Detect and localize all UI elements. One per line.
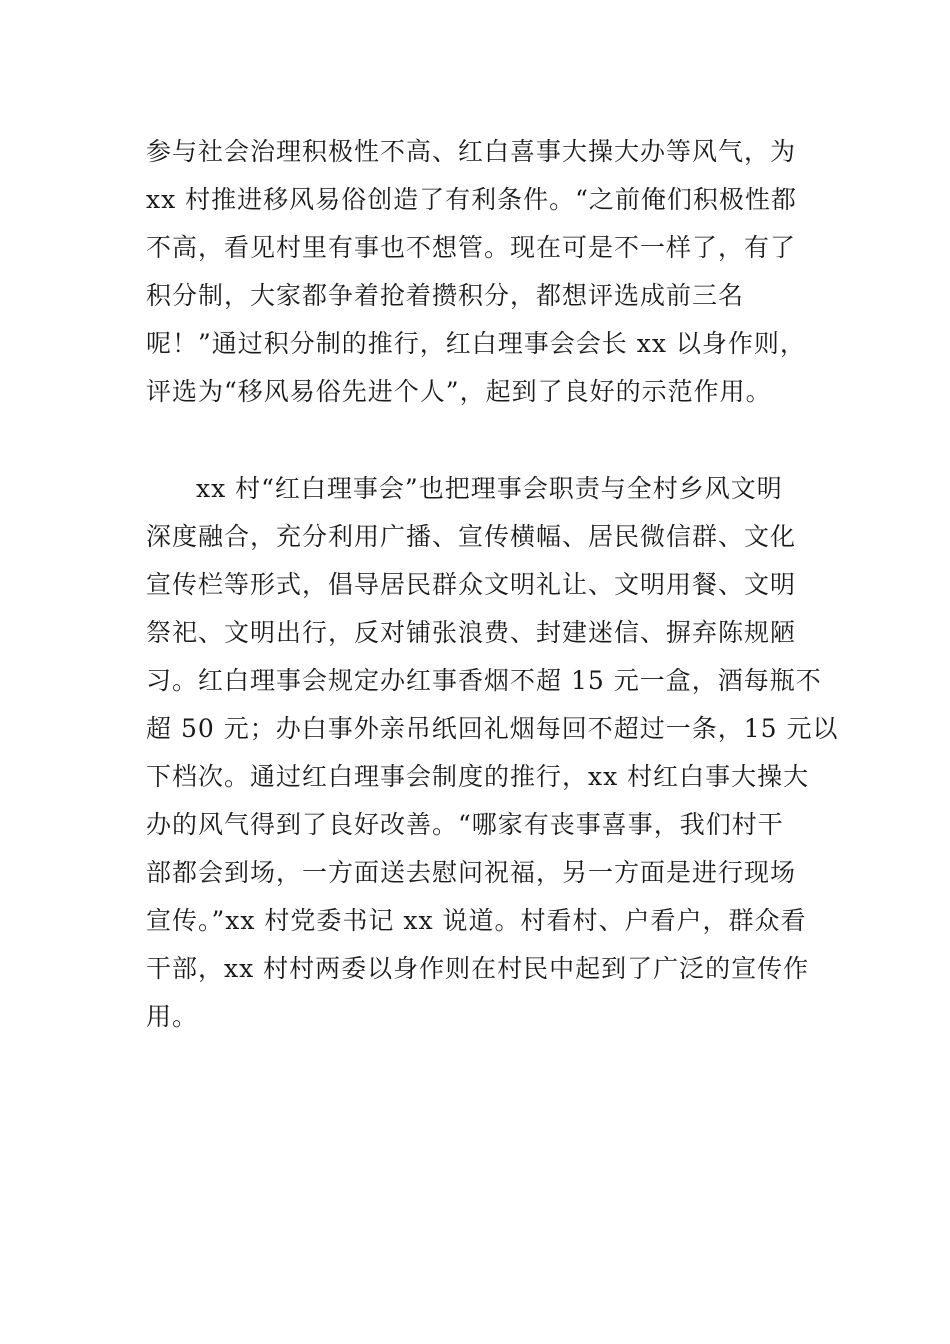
paragraph-line: 深度融合，充分利用广播、宣传横幅、居民微信群、文化 [146, 522, 797, 551]
paragraph-line: 参与社会治理积极性不高、红白喜事大操大办等风气，为 [146, 137, 797, 166]
paragraph-line: 积分制，大家都争着抢着攒积分，都想评选成前三名 [146, 281, 745, 310]
paragraph-line: 呢！”通过积分制的推行，红白理事会会长 xx 以身作则， [146, 329, 806, 358]
paragraph-line: 习。红白理事会规定办红事香烟不超 15 元一盒，酒每瓶不 [146, 666, 822, 695]
paragraph-line: 干部，xx 村村两委以身作则在村民中起到了广泛的宣传作 [146, 954, 810, 983]
paragraph-line: 评选为“移风易俗先进个人”，起到了良好的示范作用。 [146, 377, 772, 406]
paragraph-line: 祭祀、文明出行，反对铺张浪费、封建迷信、摒弃陈规陋 [146, 618, 797, 647]
paragraph-1 [146, 128, 806, 416]
paragraph-line: 宣传。”xx 村党委书记 xx 说道。村看村、户看户，群众看 [146, 906, 807, 935]
paragraph-line: 超 50 元；办白事外亲吊纸回礼烟每回不超过一条，15 元以 [146, 714, 839, 743]
paragraph-2 [146, 465, 839, 1041]
paragraph-line: 办的风气得到了良好改善。“哪家有丧事喜事，我们村干 [146, 810, 784, 839]
paragraph-line: 部都会到场，一方面送去慰问祝福，另一方面是进行现场 [146, 858, 797, 887]
paragraph-line: 用。 [146, 1002, 199, 1031]
paragraph-line: xx 村推进移风易俗创造了有利条件。“之前俺们积极性都 [146, 185, 797, 214]
paragraph-line: 不高，看见村里有事也不想管。现在可是不一样了，有了 [146, 233, 797, 262]
paragraph-line: 下档次。通过红白理事会制度的推行，xx 村红白事大操大 [146, 762, 810, 791]
paragraph-line: 宣传栏等形式，倡导居民群众文明礼让、文明用餐、文明 [146, 570, 797, 599]
paragraph-first-line: xx 村“红白理事会”也把理事会职责与全村乡风文明 [196, 474, 783, 503]
